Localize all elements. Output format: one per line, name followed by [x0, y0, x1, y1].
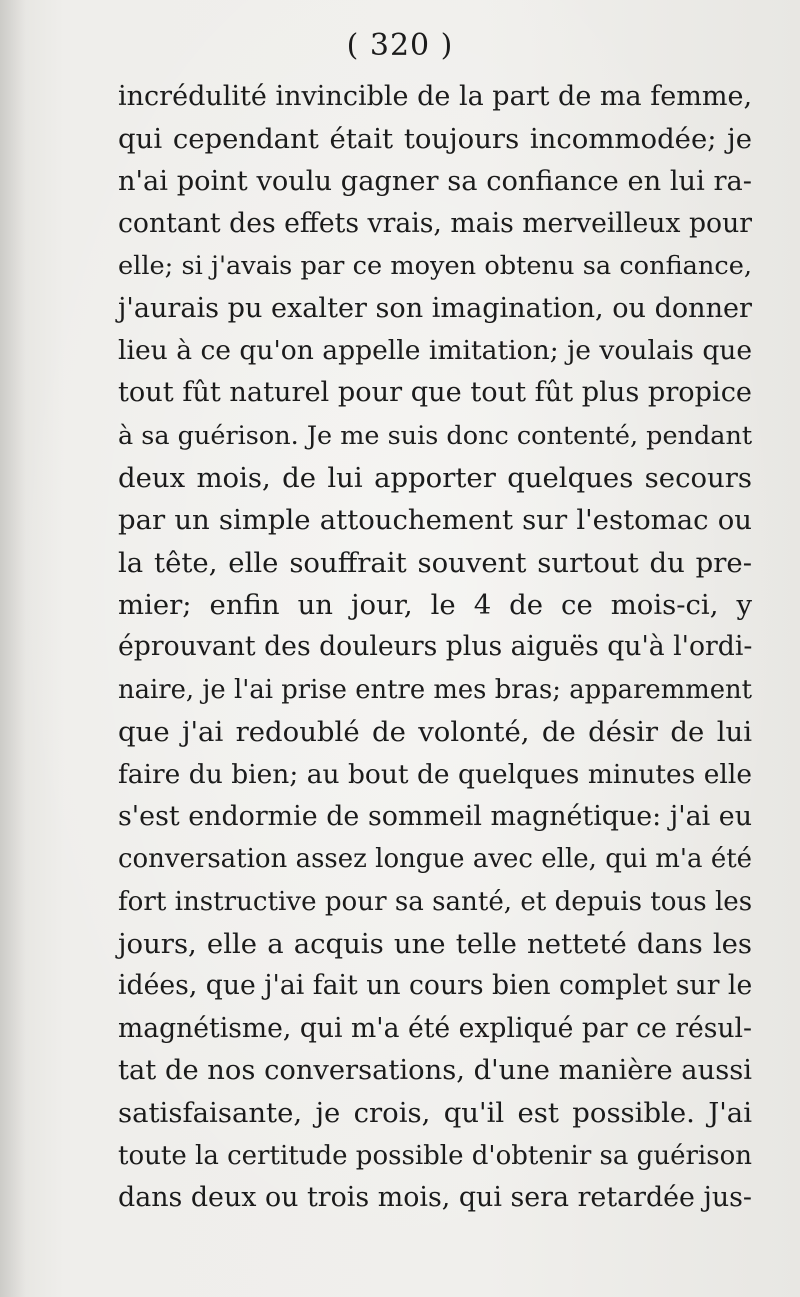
text-line: contant des effets vrais, mais merveilleux pour: [118, 208, 752, 240]
text-line: j'aurais pu exalter son imagination, ou donner: [118, 292, 752, 324]
text-line: toute la certitude possible d'obtenir sa guérison: [118, 1140, 752, 1171]
text-line: n'ai point voulu gagner sa confiance en lui ra-: [118, 165, 752, 197]
gutter-shadow: [0, 0, 26, 1297]
text-line: conversation assez longue avec elle, qui m'a été: [118, 844, 752, 875]
text-line: incrédulité invincible de la part de ma femme,: [118, 81, 753, 112]
text-line: idées, que j'ai fait un cours bien complet sur le: [118, 970, 753, 1002]
text-line: la tête, elle souffrait souvent surtout du pre-: [118, 546, 752, 579]
text-line: s'est endormie de sommeil magnétique: j'ai eu: [118, 800, 752, 832]
text-line: qui cependant était toujours incommodée; je: [118, 123, 752, 156]
text-line: à sa guérison. Je me suis donc contenté, pendant: [118, 420, 753, 451]
text-line: elle; si j'avais par ce moyen obtenu sa confiance,: [118, 251, 752, 282]
text-line: fort instructive pour sa santé, et depuis tous les: [118, 886, 753, 917]
page-number: ( 320 ): [346, 28, 454, 63]
text-line: naire, je l'ai prise entre mes bras; apparemment: [118, 674, 752, 705]
text-line: lieu à ce qu'on appelle imitation; je voulais que: [118, 335, 753, 367]
text-line: dans deux ou trois mois, qui sera retardée jus-: [118, 1181, 752, 1213]
text-line: par un simple attouchement sur l'estomac ou: [118, 504, 752, 537]
text-line: deux mois, de lui apporter quelques secours: [118, 462, 752, 495]
text-line: jours, elle a acquis une telle netteté dans les: [118, 927, 752, 960]
text-line: que j'ai redoublé de volonté, de désir de lui: [118, 716, 752, 749]
body-text: [118, 76, 752, 1219]
text-line: tout fût naturel pour que tout fût plus propice: [118, 377, 752, 409]
text-line: éprouvant des douleurs plus aiguës qu'à l'ordi-: [118, 631, 753, 663]
text-line: tat de nos conversations, d'une manière aussi: [118, 1054, 752, 1086]
text-line: mier; enfin un jour, le 4 de ce mois-ci, y: [118, 589, 752, 622]
text-line: faire du bien; au bout de quelques minutes elle: [118, 758, 752, 790]
text-line: magnétisme, qui m'a été expliqué par ce résul-: [118, 1012, 752, 1044]
text-line: satisfaisante, je crois, qu'il est possible. J'ai: [118, 1097, 752, 1130]
